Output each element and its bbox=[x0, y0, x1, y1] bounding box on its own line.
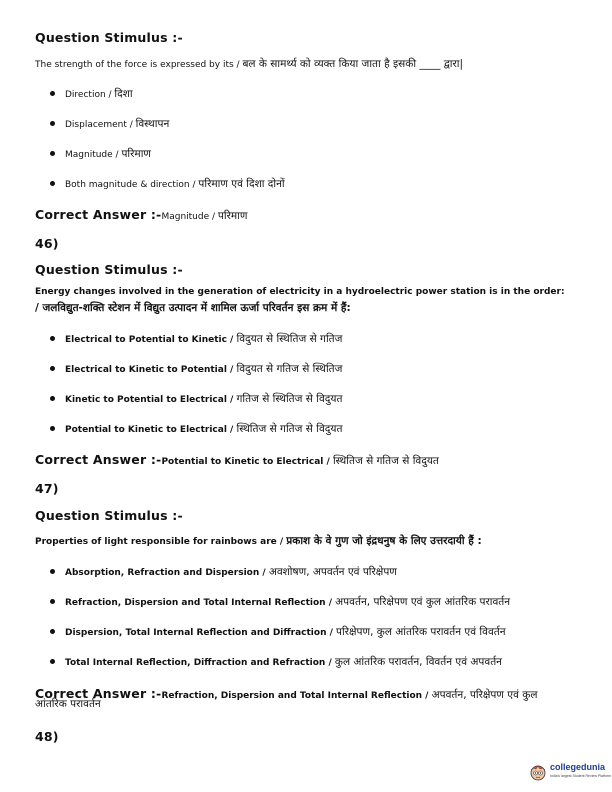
mascot-icon bbox=[528, 762, 548, 782]
bullet-icon bbox=[50, 91, 55, 96]
q45-stem bbox=[35, 57, 463, 71]
q46-option-2: Electrical to Kinetic to Potential / विदुयत से गतिज से स्थितिज bbox=[50, 362, 342, 376]
q48-number: 48) bbox=[35, 729, 59, 744]
q47-heading: Question Stimulus :- bbox=[35, 508, 183, 523]
q47-option-2: Refraction, Dispersion and Total Internal Reflection / अपवर्तन, परिक्षेपण एवं कुल आंतरिक परावर्तन bbox=[50, 595, 510, 609]
q46-heading: Question Stimulus :- bbox=[35, 262, 183, 277]
bullet-icon bbox=[50, 426, 55, 431]
q47-option-4: Total Internal Reflection, Diffraction and Refraction / कुल आंतरिक परावर्तन, विवर्तन एवं अपवर्तन bbox=[50, 655, 502, 669]
bullet-icon bbox=[50, 366, 55, 371]
answer-label: Correct Answer :- bbox=[35, 207, 162, 222]
bullet-icon bbox=[50, 599, 55, 604]
bullet-icon bbox=[50, 659, 55, 664]
q46-stem-line1: Energy changes involved in the generation of electricity in a hydroelectric power station is in the order: bbox=[35, 287, 565, 297]
q46-number: 46) bbox=[35, 236, 59, 251]
bullet-icon bbox=[50, 151, 55, 156]
q47-correct-answer: Correct Answer :-Refraction, Dispersion and Total Internal Reflection / अपवर्तन, परिक्षेपण एवं कुल bbox=[35, 686, 538, 701]
answer-label: Correct Answer :- bbox=[35, 452, 162, 467]
q45-option-2: Displacement / विस्थापन bbox=[50, 117, 169, 131]
q47-stem: Properties of light responsible for rainbows are / प्रकाश के वे गुण जो इंद्रधनुष के लिए उत्तरदायी हैं : bbox=[35, 535, 482, 547]
q45-heading: Question Stimulus :- bbox=[35, 30, 183, 45]
q45-option-3: Magnitude / परिमाण bbox=[50, 147, 151, 161]
bullet-icon bbox=[50, 121, 55, 126]
q47-correct-answer-line2: आंतरिक परावर्तन bbox=[35, 698, 101, 710]
q45-stem-hi: बल के सामर्थ्य को व्यक्त किया जाता है इसकी ____ द्वारा| bbox=[242, 58, 464, 70]
bullet-icon bbox=[50, 336, 55, 341]
q46-option-3: Kinetic to Potential to Electrical / गतिज से स्थितिज से विदुयत bbox=[50, 392, 342, 406]
bullet-icon bbox=[50, 396, 55, 401]
q46-correct-answer: Correct Answer :-Potential to Kinetic to Electrical / स्थितिज से गतिज से विदुयत bbox=[35, 452, 439, 467]
logo-name: collegedunia bbox=[550, 762, 606, 772]
q45-stem-en: The strength of the force is expressed by its / bbox=[35, 60, 243, 70]
q45-option-1: Direction / दिशा bbox=[50, 87, 133, 101]
q47-option-1: Absorption, Refraction and Dispersion / अवशोषण, अपवर्तन एवं परिक्षेपण bbox=[50, 565, 397, 579]
logo-tagline: India's largest Student Review Platform bbox=[550, 774, 611, 778]
bullet-icon bbox=[50, 629, 55, 634]
answer-label: Correct Answer :- bbox=[35, 686, 162, 701]
q47-option-3: Dispersion, Total Internal Reflection and Diffraction / परिक्षेपण, कुल आंतरिक परावर्तन एवं विवर्तन bbox=[50, 625, 506, 639]
q46-option-4: Potential to Kinetic to Electrical / स्थितिज से गतिज से विदुयत bbox=[50, 422, 342, 436]
q46-option-1: Electrical to Potential to Kinetic / विदुयत से स्थितिज से गतिज bbox=[50, 332, 342, 346]
collegedunia-logo bbox=[528, 760, 611, 786]
q46-stem-line2: / जलविद्युत-शक्ति स्टेशन में विद्युत उत्पादन में शामिल ऊर्जा परिवर्तन इस क्रम में हैं: bbox=[35, 302, 351, 314]
q47-number: 47) bbox=[35, 481, 59, 496]
q45-correct-answer: Correct Answer :-Magnitude / परिमाण bbox=[35, 207, 248, 222]
q45-option-4: Both magnitude & direction / परिमाण एवं दिशा दोनों bbox=[50, 177, 285, 191]
bullet-icon bbox=[50, 181, 55, 186]
bullet-icon bbox=[50, 569, 55, 574]
